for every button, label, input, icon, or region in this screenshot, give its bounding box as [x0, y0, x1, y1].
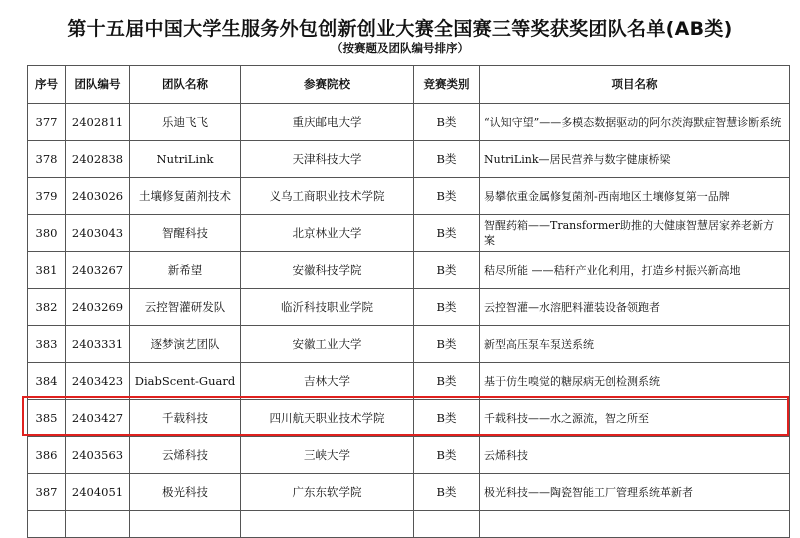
cell-code: 2404051	[66, 474, 130, 511]
cell-code	[66, 511, 130, 538]
cell-code: 2403267	[66, 252, 130, 289]
cell-no: 386	[28, 437, 66, 474]
table-row	[28, 141, 790, 178]
cell-no: 383	[28, 326, 66, 363]
cell-team: DiabScent-Guard	[130, 363, 241, 400]
cell-school: 吉林大学	[241, 363, 414, 400]
cell-category: B类	[414, 474, 480, 511]
cell-code: 2403427	[66, 400, 130, 437]
cell-school: 北京林业大学	[241, 215, 414, 252]
cell-project: 千载科技——水之源流，智之所至	[480, 400, 790, 437]
cell-project: 易攀依重金属修复菌剂-西南地区土壤修复第一品牌	[480, 178, 790, 215]
table-row	[28, 215, 790, 252]
table-row-partial	[28, 511, 790, 538]
cell-school: 三峡大学	[241, 437, 414, 474]
cell-project	[480, 511, 790, 538]
cell-no: 379	[28, 178, 66, 215]
column-header-code: 团队编号	[66, 66, 130, 104]
cell-no: 385	[28, 400, 66, 437]
table-row	[28, 178, 790, 215]
cell-category: B类	[414, 326, 480, 363]
cell-team: 乐迪飞飞	[130, 104, 241, 141]
awards-table	[27, 65, 790, 538]
cell-team: 千载科技	[130, 400, 241, 437]
cell-category: B类	[414, 437, 480, 474]
cell-project: 智醒药箱——Transformer助推的大健康智慧居家养老新方案	[480, 215, 790, 252]
cell-code: 2403026	[66, 178, 130, 215]
table-row	[28, 326, 790, 363]
cell-code: 2403331	[66, 326, 130, 363]
column-header-school: 参赛院校	[241, 66, 414, 104]
cell-no: 378	[28, 141, 66, 178]
table-header-row	[28, 66, 790, 104]
cell-code: 2402838	[66, 141, 130, 178]
cell-no: 387	[28, 474, 66, 511]
page-title: 第十五届中国大学生服务外包创新创业大赛全国赛三等奖获奖团队名单(AB类)	[67, 18, 733, 40]
cell-no: 377	[28, 104, 66, 141]
cell-code: 2403269	[66, 289, 130, 326]
column-header-no: 序号	[28, 66, 66, 104]
cell-no: 380	[28, 215, 66, 252]
cell-team: 云烯科技	[130, 437, 241, 474]
column-header-project: 项目名称	[480, 66, 790, 104]
table-row	[28, 437, 790, 474]
cell-category: B类	[414, 141, 480, 178]
cell-no: 382	[28, 289, 66, 326]
table-row	[28, 363, 790, 400]
table-row	[28, 289, 790, 326]
cell-project: 云控智灌—水溶肥料灌装设备领跑者	[480, 289, 790, 326]
cell-team: 云控智灌研发队	[130, 289, 241, 326]
cell-code: 2403563	[66, 437, 130, 474]
cell-category: B类	[414, 289, 480, 326]
cell-project: 秸尽所能 ——秸秆产业化利用，打造乡村振兴新高地	[480, 252, 790, 289]
cell-category: B类	[414, 252, 480, 289]
cell-team: NutriLink	[130, 141, 241, 178]
cell-no	[28, 511, 66, 538]
highlight-box	[22, 396, 789, 436]
cell-code: 2403423	[66, 363, 130, 400]
column-header-category: 竞赛类别	[414, 66, 480, 104]
table-row	[28, 252, 790, 289]
cell-project: 新型高压泵车泵送系统	[480, 326, 790, 363]
page-subtitle: （按赛题及团队编号排序）	[331, 41, 469, 55]
cell-code: 2403043	[66, 215, 130, 252]
cell-team: 极光科技	[130, 474, 241, 511]
cell-team: 智醒科技	[130, 215, 241, 252]
cell-no: 384	[28, 363, 66, 400]
cell-code: 2402811	[66, 104, 130, 141]
cell-category: B类	[414, 178, 480, 215]
cell-team	[130, 511, 241, 538]
cell-school: 临沂科技职业学院	[241, 289, 414, 326]
cell-school: 四川航天职业技术学院	[241, 400, 414, 437]
cell-no: 381	[28, 252, 66, 289]
cell-school: 重庆邮电大学	[241, 104, 414, 141]
table-row	[28, 104, 790, 141]
cell-project: 云烯科技	[480, 437, 790, 474]
cell-school	[241, 511, 414, 538]
cell-category	[414, 511, 480, 538]
cell-category: B类	[414, 400, 480, 437]
column-header-team: 团队名称	[130, 66, 241, 104]
cell-team: 新希望	[130, 252, 241, 289]
table-row	[28, 474, 790, 511]
cell-category: B类	[414, 104, 480, 141]
cell-school: 义乌工商职业技术学院	[241, 178, 414, 215]
cell-project: NutriLink—居民营养与数字健康桥梁	[480, 141, 790, 178]
cell-school: 天津科技大学	[241, 141, 414, 178]
cell-category: B类	[414, 363, 480, 400]
cell-project: “认知守望”——多模态数据驱动的阿尔茨海默症智慧诊断系统	[480, 104, 790, 141]
cell-school: 安徽工业大学	[241, 326, 414, 363]
cell-team: 土壤修复菌剂技术	[130, 178, 241, 215]
cell-team: 逐梦演艺团队	[130, 326, 241, 363]
cell-project: 基于仿生嗅觉的糖尿病无创检测系统	[480, 363, 790, 400]
cell-category: B类	[414, 215, 480, 252]
cell-project: 极光科技——陶瓷智能工厂管理系统革新者	[480, 474, 790, 511]
cell-school: 安徽科技学院	[241, 252, 414, 289]
cell-school: 广东东软学院	[241, 474, 414, 511]
